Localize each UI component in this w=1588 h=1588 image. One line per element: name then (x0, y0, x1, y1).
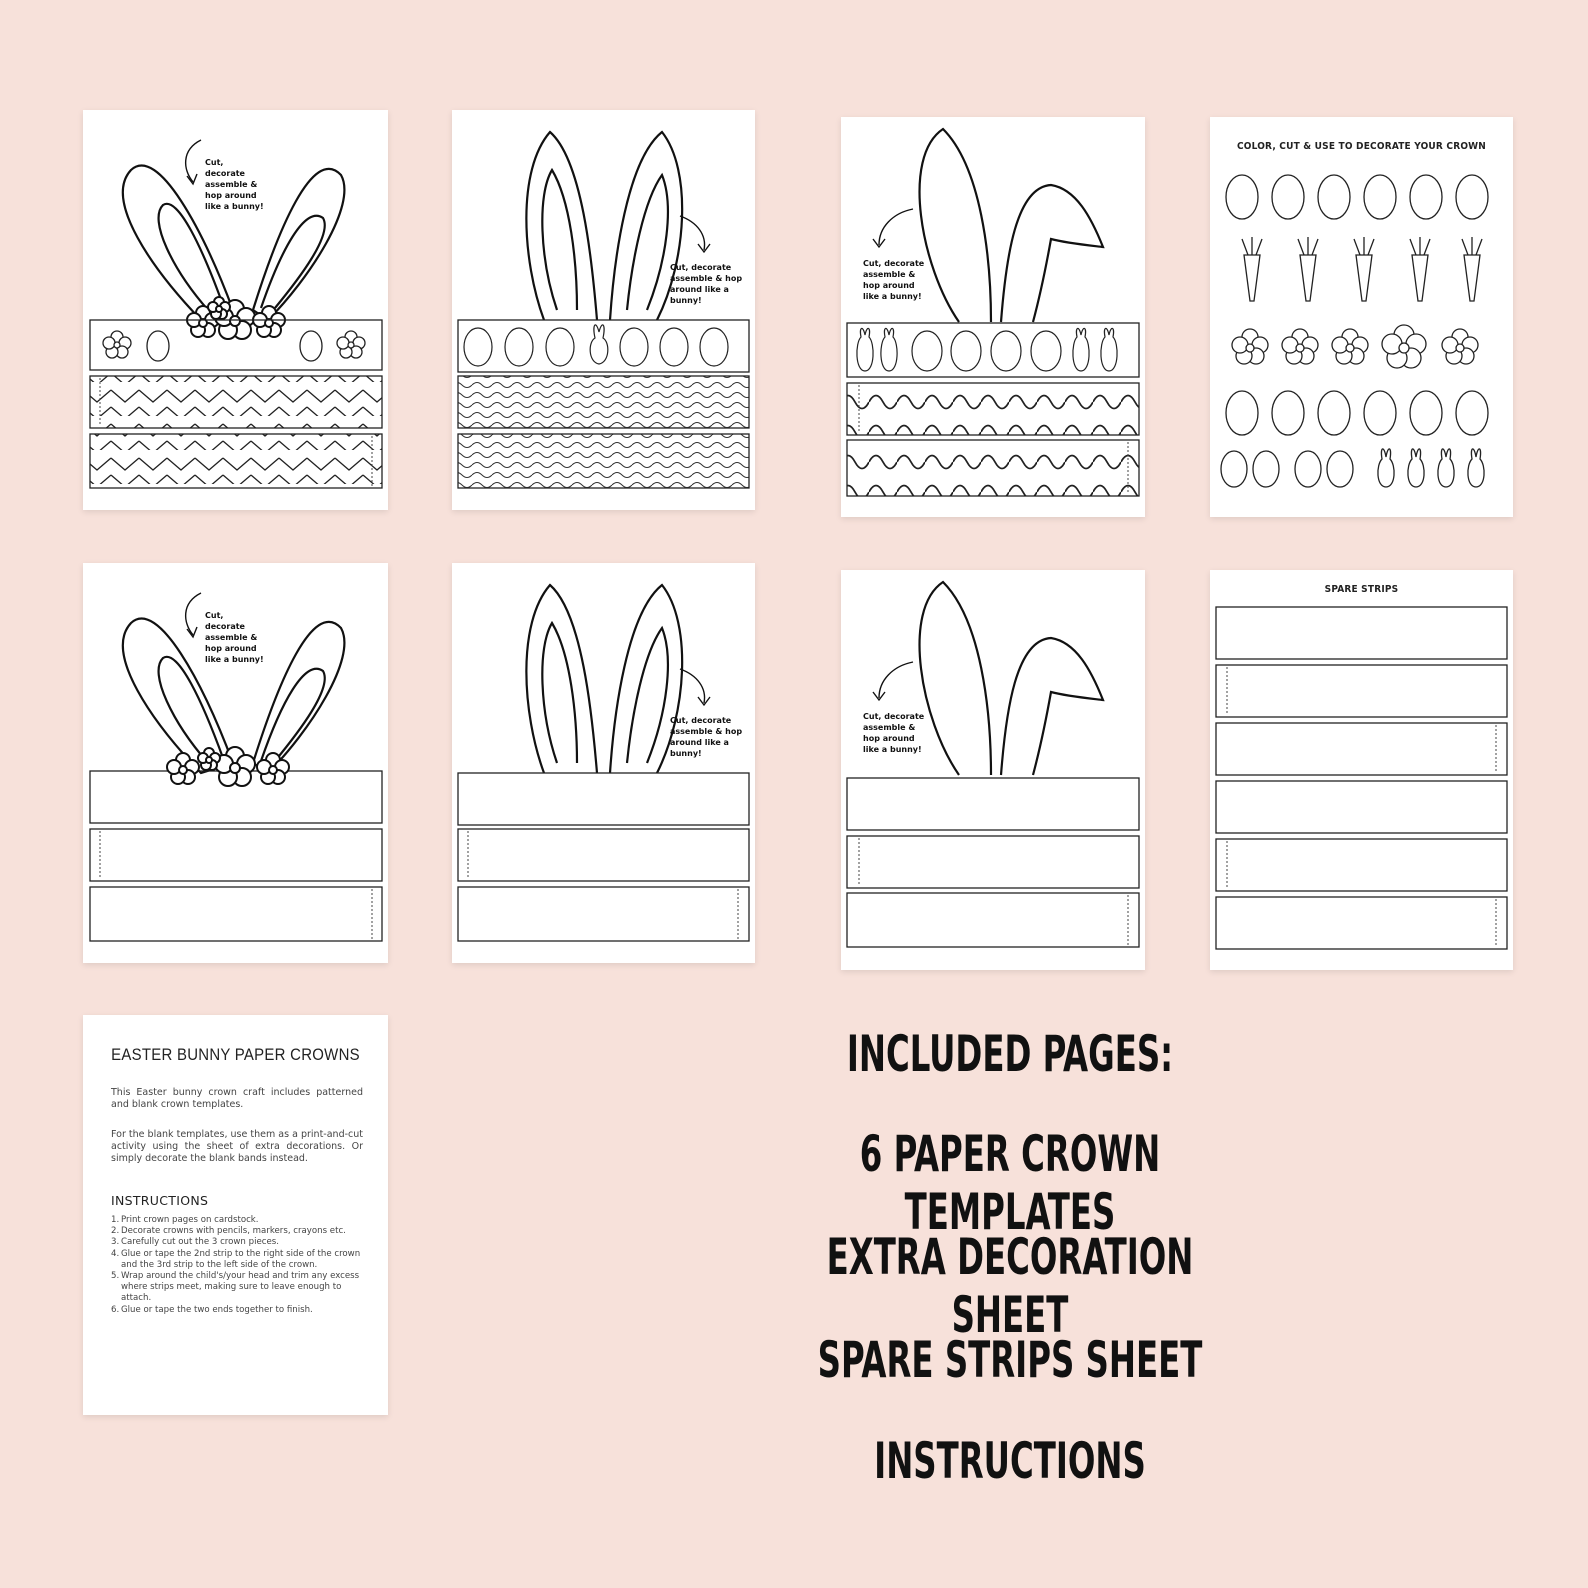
card-note: Cut, decorate assemble & hop around like a bunny! (670, 263, 743, 305)
decoration-sheet-illustration (1210, 117, 1513, 517)
crown-template-egg-patterned (452, 110, 755, 510)
instructions-list (111, 1215, 373, 1316)
crown-template-flower-blank (83, 563, 388, 963)
summary-decoration-sheet: EXTRA DECORATION SHEET (826, 1228, 1194, 1344)
summary-heading: INCLUDED PAGES: (846, 1025, 1174, 1083)
instruction-step: 3. Carefully cut out the 3 crown pieces. (111, 1237, 279, 1248)
summary-crown-templates: 6 PAPER CROWN TEMPLATES (859, 1125, 1161, 1241)
bunny-ears-egg-illustration (452, 110, 755, 510)
card-note: Cut, decorate assemble & hop around like a bunny! (863, 259, 925, 301)
blank-templates-paragraph: For the blank templates, use them as a print-and-cut activity using the sheet of extra decorations. Or simply decorate the blank bands instead. (111, 1129, 363, 1164)
instruction-step: 5. Wrap around the child's/your head and trim any excess where strips meet, making sure to leave enough to attach. (111, 1271, 360, 1304)
instruction-step: 6. Glue or tape the two ends together to finish. (111, 1304, 313, 1315)
spare-strips-sheet (1210, 570, 1513, 970)
instruction-step: 2. Decorate crowns with pencils, markers, crayons etc. (111, 1226, 346, 1237)
crown-template-peep-blank (841, 570, 1145, 970)
bunny-ears-floppy-illustration (841, 570, 1145, 970)
bunny-ears-floppy-illustration (841, 117, 1145, 517)
spare-strips-title: SPARE STRIPS (1324, 584, 1399, 595)
summary-instructions: INSTRUCTIONS (874, 1432, 1146, 1490)
decoration-sheet-title: COLOR, CUT & USE TO DECORATE YOUR CROWN (1236, 141, 1487, 152)
card-note: Cut, decorate assemble & hop around like a bunny! (863, 712, 925, 754)
card-note: Cut, decorate assemble & hop around like a bunny! (205, 611, 264, 664)
instruction-step: 1. Print crown pages on cardstock. (111, 1215, 259, 1225)
card-note: Cut, decorate assemble & hop around like a bunny! (205, 158, 264, 211)
intro-paragraph: This Easter bunny crown craft includes patterned and blank crown templates. (111, 1087, 363, 1110)
crown-template-egg-blank (452, 563, 755, 963)
instructions-page-title: EASTER BUNNY PAPER CROWNS (111, 1045, 360, 1064)
spare-strips-illustration (1210, 570, 1513, 970)
instruction-step: 4. Glue or tape the 2nd strip to the right side of the crown and the 3rd strip to the left side of the crown. (111, 1248, 361, 1270)
instructions-heading: INSTRUCTIONS (111, 1193, 209, 1208)
crown-template-peep-patterned (841, 117, 1145, 517)
instructions-page (83, 1015, 388, 1415)
card-note: Cut, decorate assemble & hop around like a bunny! (670, 716, 743, 758)
decoration-sheet (1210, 117, 1513, 517)
summary-spare-strips: SPARE STRIPS SHEET (817, 1331, 1203, 1389)
crown-template-flower-patterned (83, 110, 388, 510)
bunny-ears-egg-illustration (452, 563, 755, 963)
